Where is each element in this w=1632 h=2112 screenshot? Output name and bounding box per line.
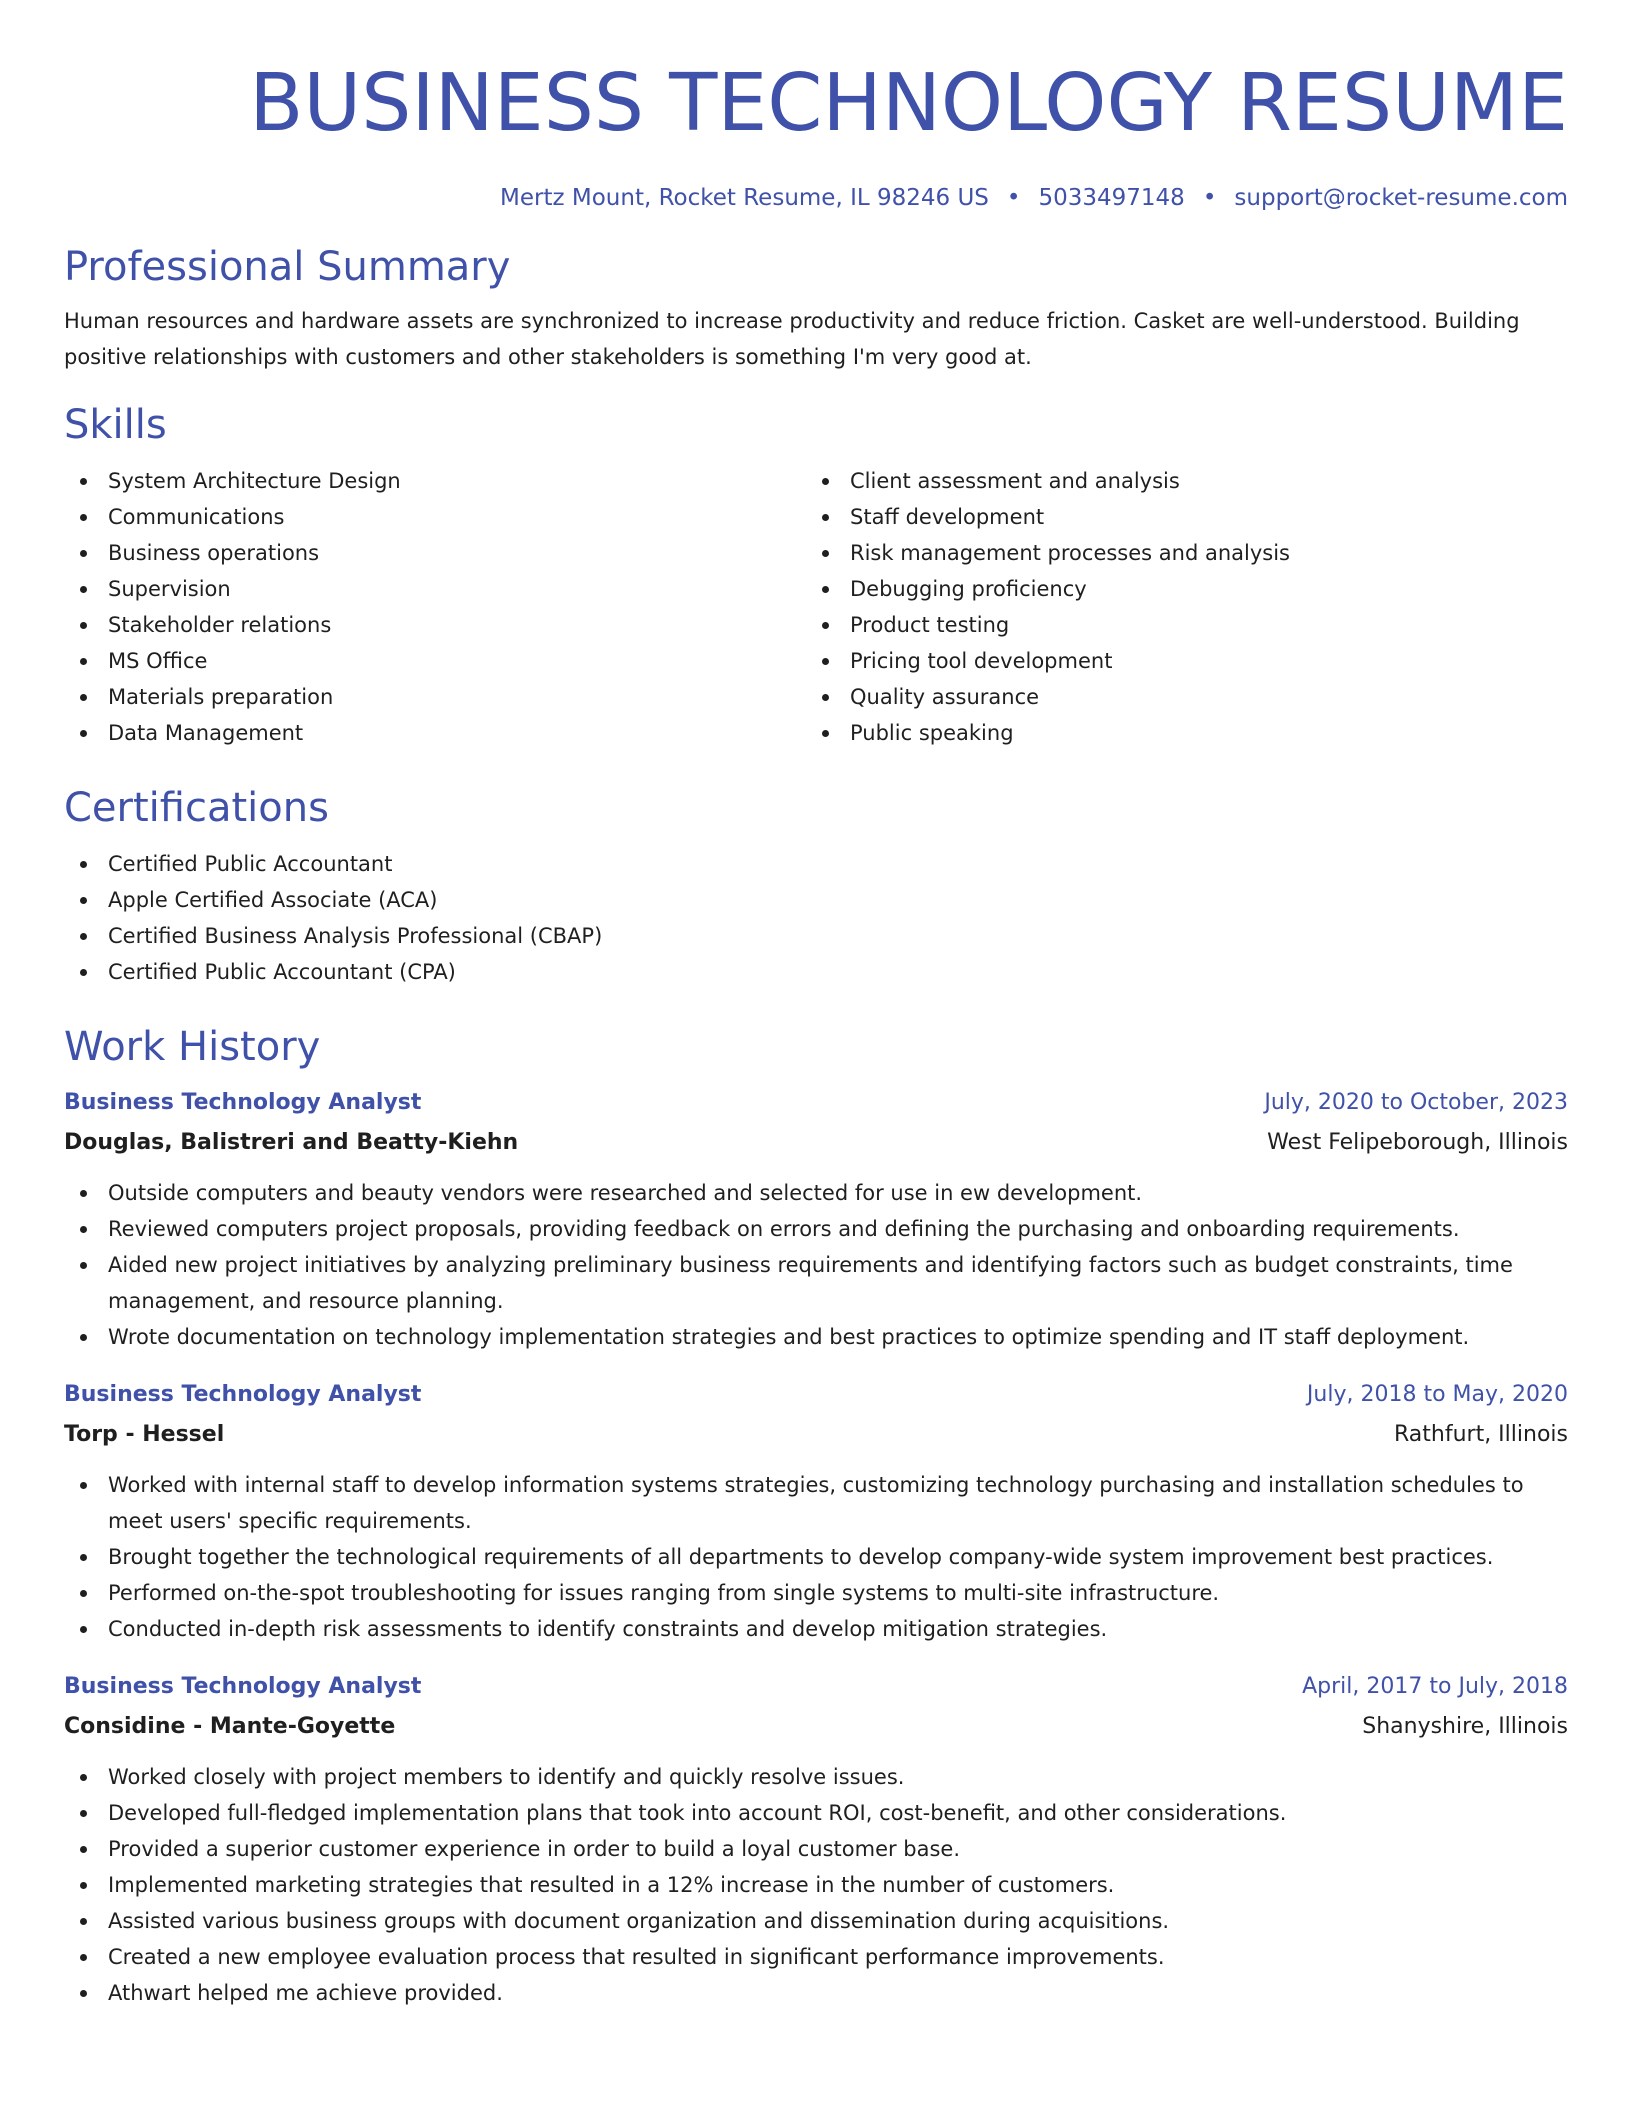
job-company-row bbox=[64, 1415, 1568, 1455]
skill-item: Product testing bbox=[806, 607, 1548, 643]
job-title-row bbox=[64, 1375, 1568, 1415]
skill-item: Quality assurance bbox=[806, 679, 1548, 715]
contact-phone: 5033497148 bbox=[1038, 185, 1185, 211]
certifications-heading: Certifications bbox=[64, 785, 329, 831]
skills-list-left bbox=[64, 463, 806, 751]
skill-item: Debugging proficiency bbox=[806, 571, 1548, 607]
summary-heading: Professional Summary bbox=[64, 244, 511, 290]
skills-list-right bbox=[806, 463, 1548, 751]
job-company-row bbox=[64, 1707, 1568, 1747]
job-bullets bbox=[64, 1175, 1568, 1355]
job-location: Rathfurt, Illinois bbox=[1393, 1422, 1568, 1447]
skill-item: Public speaking bbox=[806, 715, 1548, 751]
job-company: Torp - Hessel bbox=[64, 1422, 225, 1447]
job-bullets bbox=[64, 1467, 1568, 1647]
job-bullet: Provided a superior customer experience in order to build a loyal customer base. bbox=[64, 1831, 1568, 1867]
work-heading: Work History bbox=[64, 1024, 321, 1070]
contact-address: Mertz Mount, Rocket Resume, IL 98246 US bbox=[500, 185, 989, 211]
job-bullet: Conducted in-depth risk assessments to identify constraints and develop mitigation strategies. bbox=[64, 1611, 1568, 1647]
resume-title: BUSINESS TECHNOLOGY RESUME bbox=[249, 57, 1568, 149]
job-dates: April, 2017 to July, 2018 bbox=[1302, 1674, 1568, 1699]
summary-section bbox=[64, 243, 1568, 375]
skill-item: Materials preparation bbox=[64, 679, 806, 715]
job-bullet: Outside computers and beauty vendors were researched and selected for use in ew development. bbox=[64, 1175, 1568, 1211]
job-bullet: Wrote documentation on technology implementation strategies and best practices to optimize spending and IT staff deployment. bbox=[64, 1319, 1568, 1355]
skills-section bbox=[64, 401, 1568, 751]
job-location: West Felipeborough, Illinois bbox=[1267, 1130, 1568, 1155]
job-title: Business Technology Analyst bbox=[64, 1090, 422, 1115]
skill-item: System Architecture Design bbox=[64, 463, 806, 499]
certification-item: Certified Public Accountant (CPA) bbox=[64, 954, 1568, 990]
job-bullet: Worked with internal staff to develop information systems strategies, customizing technology purchasing and installation schedules to meet users' specific requirements. bbox=[64, 1467, 1568, 1539]
certifications-section bbox=[64, 784, 1568, 990]
skill-item: Data Management bbox=[64, 715, 806, 751]
skill-item: Staff development bbox=[806, 499, 1548, 535]
skills-heading: Skills bbox=[64, 402, 167, 448]
job-bullet: Created a new employee evaluation process that resulted in significant performance improvements. bbox=[64, 1939, 1568, 1975]
resume-header bbox=[64, 55, 1568, 213]
skills-grid bbox=[64, 463, 1568, 751]
skill-item: Supervision bbox=[64, 571, 806, 607]
contact-email[interactable]: support@rocket-resume.com bbox=[1234, 185, 1568, 211]
job-bullet: Assisted various business groups with document organization and dissemination during acquisitions. bbox=[64, 1903, 1568, 1939]
skill-item: Risk management processes and analysis bbox=[806, 535, 1548, 571]
job-title-row bbox=[64, 1667, 1568, 1707]
job-bullet: Athwart helped me achieve provided. bbox=[64, 1975, 1568, 2011]
job-bullet: Aided new project initiatives by analyzing preliminary business requirements and identifying factors such as budget constraints, time management, and resource planning. bbox=[64, 1247, 1568, 1319]
job-company-row bbox=[64, 1123, 1568, 1163]
job-bullet: Brought together the technological requirements of all departments to develop company-wide system improvement best practices. bbox=[64, 1539, 1568, 1575]
job-dates: July, 2018 to May, 2020 bbox=[1306, 1382, 1568, 1407]
job-company: Considine - Mante-Goyette bbox=[64, 1714, 396, 1739]
job-entry bbox=[64, 1375, 1568, 1647]
skill-item: Client assessment and analysis bbox=[806, 463, 1548, 499]
job-title-row bbox=[64, 1083, 1568, 1123]
job-bullet: Implemented marketing strategies that resulted in a 12% increase in the number of customers. bbox=[64, 1867, 1568, 1903]
certification-item: Apple Certified Associate (ACA) bbox=[64, 882, 1568, 918]
contact-line bbox=[64, 183, 1568, 213]
job-company: Douglas, Balistreri and Beatty-Kiehn bbox=[64, 1130, 519, 1155]
certification-item: Certified Public Accountant bbox=[64, 846, 1568, 882]
summary-text: Human resources and hardware assets are synchronized to increase productivity and reduce friction. Casket are well-understood. Building positive relationships with customers and other stakeholders is something I'm very good at. bbox=[64, 309, 1520, 369]
job-bullet: Developed full-fledged implementation plans that took into account ROI, cost-benefit, and other considerations. bbox=[64, 1795, 1568, 1831]
skill-item: Pricing tool development bbox=[806, 643, 1548, 679]
job-title: Business Technology Analyst bbox=[64, 1382, 422, 1407]
contact-separator: • bbox=[1006, 185, 1021, 211]
contact-separator: • bbox=[1202, 185, 1217, 211]
job-bullet: Worked closely with project members to identify and quickly resolve issues. bbox=[64, 1759, 1568, 1795]
skill-item: Business operations bbox=[64, 535, 806, 571]
job-title: Business Technology Analyst bbox=[64, 1674, 422, 1699]
job-bullet: Performed on-the-spot troubleshooting for issues ranging from single systems to multi-site infrastructure. bbox=[64, 1575, 1568, 1611]
job-bullet: Reviewed computers project proposals, providing feedback on errors and defining the purchasing and onboarding requirements. bbox=[64, 1211, 1568, 1247]
job-location: Shanyshire, Illinois bbox=[1362, 1714, 1568, 1739]
job-entry bbox=[64, 1083, 1568, 1355]
certification-item: Certified Business Analysis Professional (CBAP) bbox=[64, 918, 1568, 954]
work-section bbox=[64, 1023, 1568, 2011]
job-dates: July, 2020 to October, 2023 bbox=[1264, 1090, 1568, 1115]
skill-item: Stakeholder relations bbox=[64, 607, 806, 643]
job-bullets bbox=[64, 1759, 1568, 2011]
job-entry bbox=[64, 1667, 1568, 2011]
skill-item: MS Office bbox=[64, 643, 806, 679]
certifications-list bbox=[64, 846, 1568, 990]
skill-item: Communications bbox=[64, 499, 806, 535]
